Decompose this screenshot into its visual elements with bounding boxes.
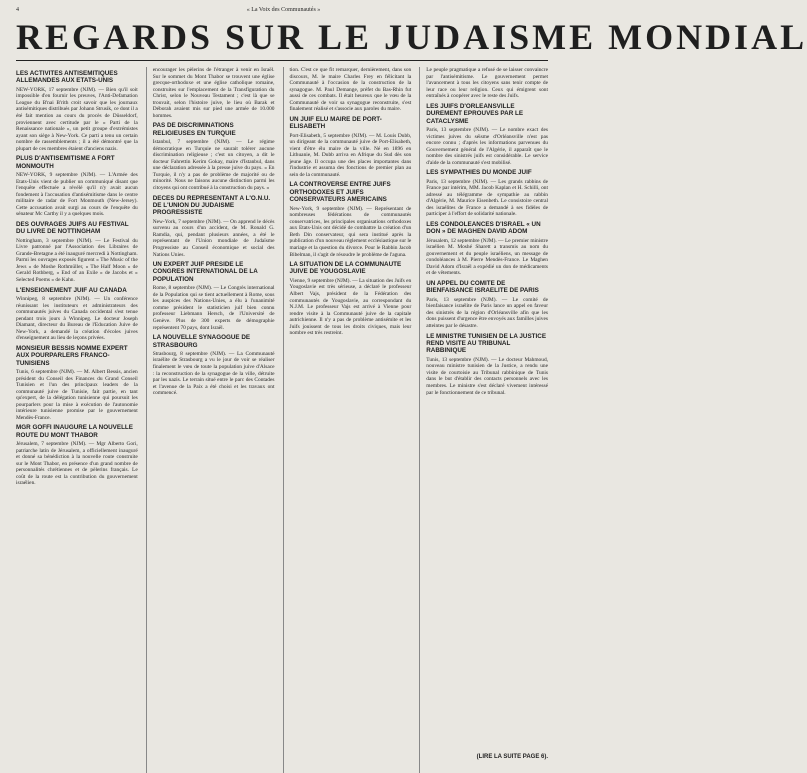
article <box>16 155 138 218</box>
article-headline: LA CONTROVERSE ENTRE JUIFS ORTHODOXES ET JUIFS CONSERVATEURS AMERICAINS <box>289 181 391 204</box>
article <box>426 333 548 397</box>
article-continuation <box>426 67 548 100</box>
article-body: encourager les pèlerins de l'étranger à venir en Israël. Sur le sommet du Mont Thabor se trouvent une église grecque-orthodoxe et une église catholique romaine, construites sur l'emplacement de la Transfiguration du Christ, selon le Nouveau Testament ; c'est là que se trouvait, selon l'histoire juive, le lieu où Barak et Déborah avaient mis sur pied une armée de 10.000 hommes. <box>152 67 275 119</box>
article <box>153 122 275 191</box>
article-headline: MGR GOFFI INAUGURE LA NOUVELLE ROUTE DU MONT THABOR <box>16 424 133 439</box>
article-body: NEW-YORK, 9 septembre (NJM). — L'Armée des Etats-Unis vient de publier un communiqué disant que l'enquête effectuée a révélé qu'il n'y avait aucun fondement à l'accusation d'antisémitisme dans le centre militaire de radar de Fort Monmouth (New-Jersey). Cette accusation avait surgi au cours de l'enquête du sénateur Mc Carthy il y a quelques mois. <box>16 172 138 218</box>
article-headline: LES SYMPATHIES DU MONDE JUIF <box>426 169 532 177</box>
article-columns <box>16 67 548 773</box>
article <box>290 181 412 258</box>
article-body: Jérusalem, 12 septembre (NJM). — Le premier ministre israélien M. Moshé Sharett a transmis au nom du gouvernement et du peuple israéliens, un message de condoléances à M. Pierre Mendès-France. Le Maghen David Adom d'Israël a expédié un don de médicaments et de vêtements. <box>426 237 548 277</box>
article-body: Tunis, 6 septembre (NJM). — M. Albert Bessis, ancien président du Conseil des Finances du Grand Conseil Tunisien et l'un des principaux leaders de la communauté juive de Tunisie, fait partie, en tant qu'expert, de la délégation tunisienne qui poursuit les pourparlers pour la mise à exécution de l'autonomie intérieure tunisienne promise par le gouvernement Mendès-France. <box>16 369 138 421</box>
article-body: Istanbul, 7 septembre (NJM). — Le régime démocratique en Turquie ne saurait tolérer aucune discrimination religieuse ; c'est un citoyen, a dit le docteur Fahrettin Kerim Gokay, maire d'Istanbul, dans une déclaration adressée à la presse juive du pays. « En Turquie, il n'y a pas de problème de majorité ou de minorité. Nous ne faisons aucune distinction parmi les citoyens qui ont contribué à la construction du pays. » <box>152 139 275 192</box>
article-headline: PLUS D'ANTISEMITISME A FORT MONMOUTH <box>16 155 115 170</box>
article-body: Rome, 8 septembre (NJM). — Le Congrès international de la Population qui se tient actuellement à Rome, sous les auspices des Nations-Unies, a élu à l'unanimité comme président le statisticien juif bien connu professeur Liebmann Hersch, de l'Université de Genève. Plus de 300 experts de démographie représentent 70 pays, dont Israël. <box>152 285 275 331</box>
article <box>16 345 138 422</box>
article <box>153 195 275 259</box>
article-headline: LES JUIFS D'ORLEANSVILLE DUREMENT EPROUVES PAR LE CATACLYSME <box>426 102 524 125</box>
article-body: Jérusalem, 7 septembre (NJM). — Mgr Alberto Gori, patriarche latin de Jérusalem, a officiellement inauguré et donné sa bénédiction à la nouvelle route construite sur le Mont Thabor, en présence d'un grand nombre de personnalités chrétiennes et de pèlerins français. Le coût de la route est la contribution du gouvernement israélien. <box>16 441 138 487</box>
title-rule <box>16 60 548 61</box>
article <box>153 334 275 397</box>
article-body: New-York, 7 septembre (NJM). — On apprend le décès survenu au cours d'un accident, de M. Ronald G. Ramdia, qui, pendant plusieurs années, a été le représentant de l'Union mondiale de Judaïsme Progressiste au Conseil économique et social des Nations Unies. <box>152 218 275 258</box>
article-headline: DECES DU REPRESENTANT A L'O.N.U. DE L'UNION DU JUDAISME PROGRESSISTE <box>152 194 271 217</box>
publication-name: « La Voix des Communautés » <box>246 7 321 13</box>
page-title: REGARDS SUR LE JUDAISME MONDIAL <box>16 17 807 57</box>
article-headline: MONSIEUR BESSIS NOMME EXPERT AUX POURPARLERS FRANCO-TUNISIENS <box>16 344 128 367</box>
column-3 <box>283 67 412 773</box>
article-headline: UN JUIF ELU MAIRE DE PORT-ELISABETH <box>289 115 382 131</box>
article-body: Tunis, 13 septembre (NJM). — Le docteur Mahmoud, nouveau ministre tunisien de la Justice, a rendu une visite de courtoisie au Tribunal rabbinique de Tunis dans le but d'établir des contacts personnels avec les membres. Le ministre s'est déclaré vivement intéressé par le fonctionnement de ce tribunal. <box>426 356 548 396</box>
continued-on-page-note: (LIRE LA SUITE PAGE 6). <box>476 754 548 760</box>
article <box>290 261 412 337</box>
article-body: Winnipeg, 8 septembre (NJM). — Un conférence réunissant les instituteurs et administrateurs des communautés juives du Canada occidental s'est tenue pendant trois jours à Winnipeg. Le docteur Joseph Diamant, directeur du Bureau de l'Education Juive de New-York, a demandé la création d'écoles juives d'enseignement au lieu de leçons privées. <box>16 295 138 342</box>
article-body: Vienne, 9 septembre (NJM). — La situation des Juifs en Yougoslavie est très sérieuse, a déclaré le professeur Albert Vajs, président de la Fédération des communautés de Yougoslavie, au correspondant du N.J.M. Le professeur Vajs est arrivé à Vienne pour rendre visite à la Communauté juive de la capitale autrichienne. Il n'y a pas de problème antisémite et les Juifs jouissent de tous les droits civiques, mais leur nombre est très restreint. <box>289 277 412 337</box>
article-body: Paris, 13 septembre (NJM). — Les grands rabbins de France par intérim, MM. Jacob Kaplan et H. Schilli, ont adressé au télégramme de sympathie au rabbin d'Algérie, M. Maurice Eisenbeth. Le consistoire central des israélites de France a demandé à ses fidèles de participer à l'effort de solidarité nationale. <box>426 178 548 218</box>
running-header <box>16 6 548 14</box>
page-number: 4 <box>16 7 19 13</box>
article-body: Le peuple pragmatique a refusé de se laisser convaincre par l'antisémitisme. Le gouvernement permet l'avancement à tous les citoyens sans tenir compte de leur race ou leur religion. Ceux qui émigrent sont entraînés à coopérer avec le reste des Juifs. <box>426 67 548 100</box>
article <box>153 261 275 331</box>
article-headline: LES CONDOLEANCES D'ISRAEL « UN DON » DE MAGHEN DAVID ADOM <box>426 220 541 236</box>
article-headline: LES ACTIVITES ANTISEMITIQUES ALLEMANDES AUX ETATS-UNIS <box>16 70 118 85</box>
article <box>16 70 138 152</box>
article-body: Port-Elisabeth, 5 septembre (NJM). — M. Louis Dubb, un dirigeant de la communauté juive de Port-Elisabeth, vient d'être élu maire de la ville. Né en 1896 en Lithuanie, M. Dubb arriva en Afrique du Sud dès son jeune âge. Il occupa une des places importantes dans l'industrie et assuma des fonctions de premier plan au sein de la communauté. <box>289 132 412 178</box>
article <box>426 169 548 218</box>
article-headline: PAS DE DISCRIMINATIONS RELIGIEUSES EN TURQUIE <box>152 122 236 137</box>
article-body: Strasbourg, 8 septembre (NJM). — La Communauté israélite de Strasbourg a vu le jour de voir se réaliser finalement le vœu de toute la population juive d'Alsace : la reconstruction de la synagogue de la ville, détruite par les nazis. Le terrain situé entre le parc des Contades et l'avenue de la Paix a été choisi et les travaux ont commencé. <box>152 350 275 397</box>
article-headline: UN EXPERT JUIF PRESIDE LE CONGRES INTERNATIONAL DE LA POPULATION <box>152 261 258 283</box>
article-headline: LE MINISTRE TUNISIEN DE LA JUSTICE REND VISITE AU TRIBUNAL RABBINIQUE <box>426 332 547 355</box>
article <box>16 221 138 284</box>
column-4 <box>419 67 548 773</box>
article <box>426 221 548 277</box>
article-continuation <box>153 67 275 119</box>
article-headline: L'ENSEIGNEMENT JUIF AU CANADA <box>16 286 127 294</box>
article <box>16 424 138 487</box>
article-body: tion. C'est ce que fit remarquer, dernièrement, dans son discours, M. le maire Charles Frey en félicitant la Communauté à l'occasion de la construction de la synagogue. M. Paul Demange, préfet du Bas-Rhin fut aussi de ces combats. Il était heureux que le vœu de la Communauté de voir sa synagogue reconstruite, s'est finalement réalisé et s'associe aux paroles du maire. <box>289 67 412 113</box>
article-headline: LA SITUATION DE LA COMMUNAUTE JUIVE DE YOUGOSLAVIE <box>289 261 402 276</box>
column-2 <box>146 67 275 773</box>
article <box>426 103 548 167</box>
article-headline: DES OUVRAGES JUIFS AU FESTIVAL DU LIVRE DE NOTTINGHAM <box>16 220 129 236</box>
article-headline: UN APPEL DU COMITE DE BIENFAISANCE ISRAELITE DE PARIS <box>426 280 539 295</box>
article <box>290 116 412 179</box>
article-headline: LA NOUVELLE SYNAGOGUE DE STRASBOURG <box>152 334 251 349</box>
article-body: New-York, 9 septembre (NJM). — Représentant de nombreuses fédérations de communautés conservatrices, les principales organisations orthodoxes aux Etats-Unis ont décidé de combattre la création d'un Beth Din conservateur, qui sera institué après la publication d'un nouveau règlement ecclésiastique sur le mariage et la question du divorce. Pour le Rabbin Jacob Bibelman, il s'agit de résoudre le problème de l'aguna. <box>289 205 412 258</box>
article-body: NEW-YORK, 17 septembre (NJM). — Bien qu'il soit impossible d'en fournir les preuves, l'Anti-Defamation League du B'nai B'rith croit savoir que les journaux antisémitiques distribués par Johann Strusik, ce dont il a été fait mention au cours du procès de Düsseldorf, proviennent avec certitude par le « Parti de la Renaissance nationale », un petit groupe d'extrémistes ayant son siège à New-York. Ce parti a tenu un certain nombre de rassemblements ; il a été démontré que la plupart de ces membres étaient d'anciens nazis. <box>16 86 138 152</box>
article-body: Paris, 13 septembre (NJM). — Le nombre exact des victimes juives du séisme d'Orléansville n'est pas encore connu ; d'après les informations parvenues du Gouvernement général de l'Algérie, il apparaît que le nombre des sinistrés juifs est considérable. Le service d'aide de la communauté s'est mobilisé. <box>426 126 548 166</box>
article <box>426 280 548 330</box>
article-body: Paris, 13 septembre (NJM). — Le comité de bienfaisance israélite de Paris lance un appel en faveur des sinistrés de la région d'Orléansville afin que les dons puissent d'urgence être envoyés aux familles juives atteintes par le désastre. <box>426 296 548 330</box>
article <box>16 287 138 342</box>
article-body: Nottingham, 3 septembre (NJM). — Le Festival du Livre patronné par l'Association des Libraires de Grande-Bretagne a été inauguré mercredi à Nottingham. Parmi les ouvrages exposés figurent « The Music of the Jews » de Moshe Rothmüller, « The Half Moon » de Gerald Rothberg, « End of an Exile » de Jacobs et « Selected Poems » de Kahn. <box>16 237 138 284</box>
column-1 <box>16 67 138 773</box>
article-continuation <box>290 67 412 113</box>
